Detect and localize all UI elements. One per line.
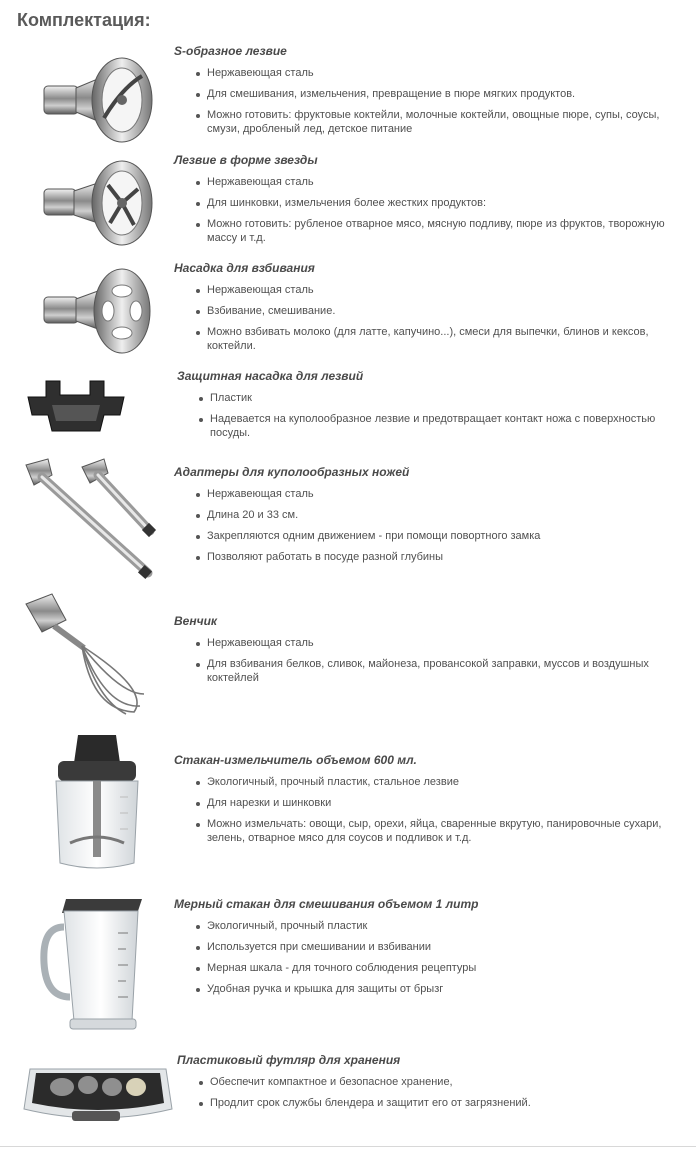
item-title: Защитная насадка для лезвий: [177, 369, 364, 383]
feature-item: Нержавеющая сталь: [174, 66, 668, 81]
feature-item: Надевается на куполообразное лезвие и предотвращает контакт ножа с поверхностью посуды.: [177, 412, 668, 441]
feature-item: Для смешивания, измельчения, превращение в пюре мягких продуктов.: [174, 87, 668, 102]
item-title: Стакан-измельчитель объемом 600 мл.: [174, 753, 417, 767]
feature-item: Нержавеющая сталь: [174, 175, 668, 190]
feature-item: Обеспечит компактное и безопасное хранение,: [177, 1075, 668, 1090]
feature-item: Закрепляются одним движением - при помощи повортного замка: [174, 529, 668, 544]
feature-item: Можно готовить: фруктовые коктейли, молочные коктейли, овощные пюре, супы, соусы, смузи, дробленый лед, детское питание: [174, 108, 668, 137]
page-title: Комплектация:: [17, 10, 151, 30]
feature-item: Можно взбивать молоко (для латте, капучино...), смеси для выпечки, блинов и кексов, коктейли.: [174, 325, 668, 354]
feature-item: Нержавеющая сталь: [174, 283, 668, 298]
item-title: Лезвие в форме звезды: [174, 153, 318, 167]
feature-item: Длина 20 и 33 см.: [174, 508, 668, 523]
whisk-attachment-icon: [38, 263, 158, 358]
chopper-bowl-icon: [50, 731, 144, 875]
feature-item: Взбивание, смешивание.: [174, 304, 668, 319]
item-title: Венчик: [174, 614, 217, 628]
feature-item: Для взбивания белков, сливок, майонеза, провансокой заправки, муссов и воздушных коктейлей: [174, 657, 668, 686]
feature-item: Экологичный, прочный пластик: [174, 919, 668, 934]
s-blade-icon: [38, 48, 158, 143]
storage-case-icon: [22, 1057, 174, 1129]
balloon-whisk-icon: [22, 590, 152, 718]
feature-item: Для шинковки, измельчения более жестких продуктов:: [174, 196, 668, 211]
feature-item: Позволяют работать в посуде разной глубины: [174, 550, 668, 565]
blade-guard-icon: [24, 375, 128, 437]
feature-item: Удобная ручка и крышка для защиты от брызг: [174, 982, 668, 997]
adapter-shafts-icon: [22, 455, 160, 585]
measuring-jug-icon: [40, 893, 152, 1035]
feature-item: Можно готовить: рубленое отварное мясо, мясную подливу, пюре из фруктов, творожную массу и т.д.: [174, 217, 668, 246]
item-title: S-образное лезвие: [174, 44, 287, 58]
item-title: Насадка для взбивания: [174, 261, 315, 275]
feature-item: Нержавеющая сталь: [174, 487, 668, 502]
feature-item: Для нарезки и шинковки: [174, 796, 668, 811]
star-blade-icon: [38, 155, 158, 250]
feature-item: Нержавеющая сталь: [174, 636, 668, 651]
feature-item: Продлит срок службы блендера и защитит его от загрязнений.: [177, 1096, 668, 1111]
item-title: Мерный стакан для смешивания объемом 1 литр: [174, 897, 479, 911]
bottom-divider: [0, 1146, 696, 1147]
item-title: Адаптеры для куполообразных ножей: [174, 465, 410, 479]
feature-item: Экологичный, прочный пластик, стальное лезвие: [174, 775, 668, 790]
feature-item: Используется при смешивании и взбивании: [174, 940, 668, 955]
item-title: Пластиковый футляр для хранения: [177, 1053, 401, 1067]
feature-item: Можно измельчать: овощи, сыр, орехи, яйца, сваренные вкрутую, панировочные сухари, зелень, отварное мясо для соусов и подливок и т.д.: [174, 817, 668, 846]
feature-item: Пластик: [177, 391, 668, 406]
feature-item: Мерная шкала - для точного соблюдения рецептуры: [174, 961, 668, 976]
